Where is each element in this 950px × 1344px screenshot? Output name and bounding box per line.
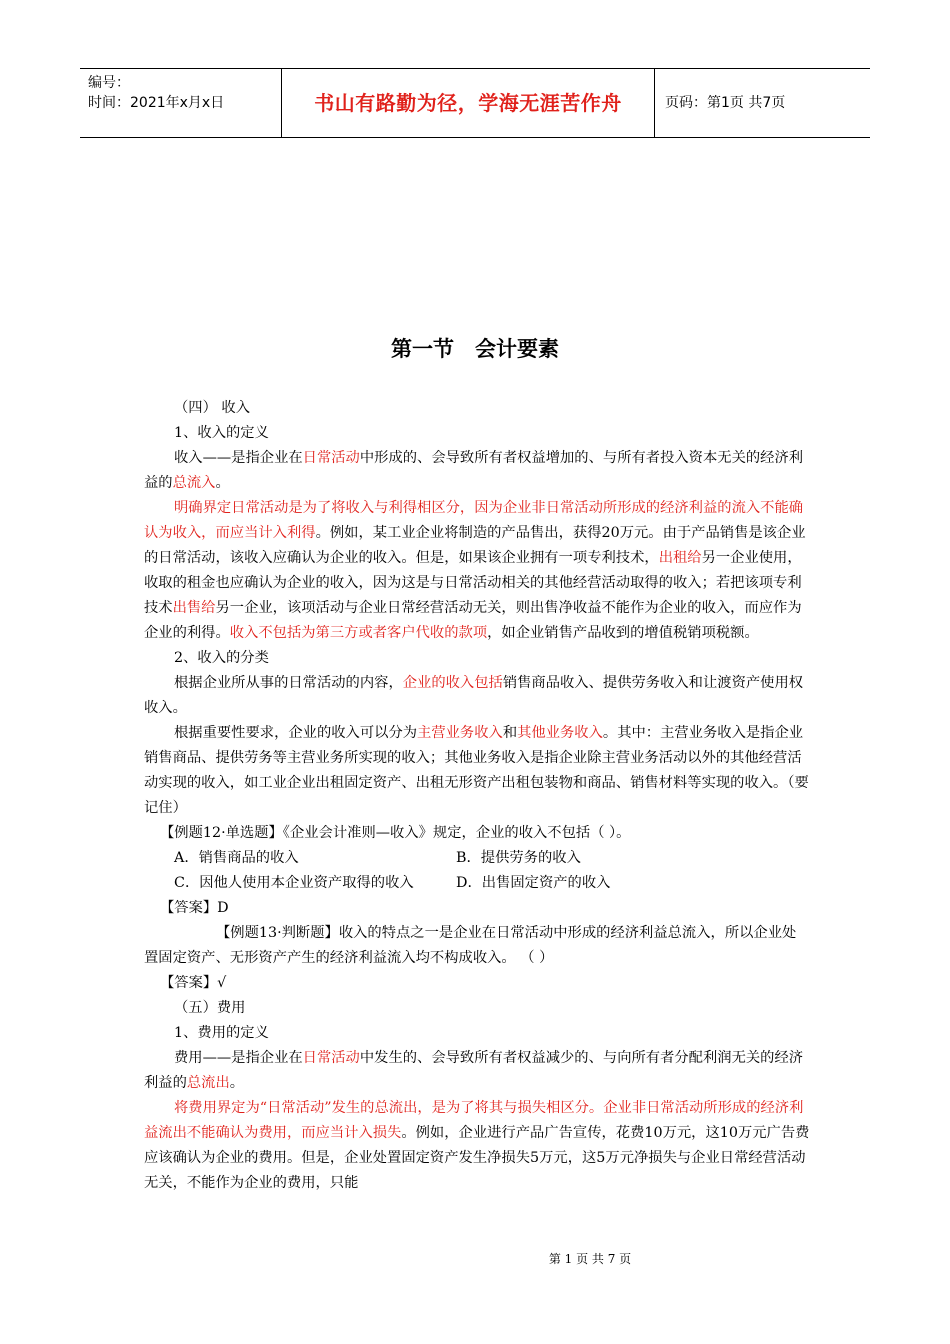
example-12-options-row-1 [144,846,810,871]
subheading-expense-definition: 1、费用的定义 [174,1025,269,1041]
example-12-options-row-2 [144,871,810,896]
number-label: 编号： [88,75,130,91]
page-footer: 第 1 页 共 7 页 [548,1252,632,1266]
paragraph-revenue-types: 根据企业所从事的日常活动的内容，企业的收入包括销售商品收入、提供劳务收入和让渡资产使用权收入。 [144,675,804,716]
example-13-question: 【例题13·判断题】收入的特点之一是企业在日常活动中形成的经济利益总流入，所以企业处置固定资产、无形资产产生的经济利益流入均不构成收入。 （ ） [144,925,797,966]
example-13-answer: 【答案】√ [160,975,227,991]
page-title: 第一节 会计要素 [391,337,559,361]
paragraph-revenue-definition: 收入——是指企业在日常活动中形成的、会导致所有者权益增加的、与所有者投入资本无关的经济利益的总流入。 [144,450,804,491]
header-motto: 书山有路勤为径，学海无涯苦作舟 [282,69,655,137]
document-body [144,396,810,1196]
example-12-answer: 【答案】D [160,900,229,916]
option-d: D．出售固定资产的收入 [456,875,611,891]
subheading-revenue-definition: 1、收入的定义 [174,425,269,441]
paragraph-revenue-explanation: 明确界定日常活动是为了将收入与利得相区分，因为企业非日常活动所形成的经济利益的流入不能确认为收入，而应当计入利得。例如，某工业企业将制造的产品售出，获得20万元。由于产品销售是该企业的日常活动，该收入应确认为企业的收入。但是，如果该企业拥有一项专利技术，出租给另一企业使用，收取的租金也应确认为企业的收入，因为这是与日常活动相关的其他经营活动取得的收入；若把该项专利技术出售给另一企业，该项活动与企业日常经营活动无关，则出售净收益不能作为企业的收入，而应作为企业的利得。收入不包括为第三方或者客户代收的款项，如企业销售产品收到的增值税销项税额。 [144,500,806,641]
paragraph-expense-definition: 费用——是指企业在日常活动中发生的、会导致所有者权益减少的、与向所有者分配利润无关的经济利益的总流出。 [144,1050,804,1091]
example-12-question: 【例题12·单选题】《企业会计准则—收入》规定，企业的收入不包括（ ）。 [160,825,631,841]
section-heading-revenue: （四） 收入 [174,400,251,416]
header-meta [80,69,282,137]
option-a: A．销售商品的收入 [174,850,299,866]
option-b: B．提供劳务的收入 [456,850,581,866]
paragraph-revenue-importance: 根据重要性要求，企业的收入可以分为主营业务收入和其他业务收入。其中：主营业务收入是指企业销售商品、提供劳务等主营业务所实现的收入；其他业务收入是指企业除主营业务活动以外的其他经营活动实现的收入，如工业企业出租固定资产、出租无形资产出租包装物和商品、销售材料等实现的收入。（要记住） [144,725,809,816]
header-page-info: 页码：第1页 共7页 [665,95,786,111]
subheading-revenue-classification: 2、收入的分类 [174,650,269,666]
option-c: C．因他人使用本企业资产取得的收入 [174,875,414,891]
section-heading-expense: （五）费用 [174,1000,246,1016]
page-header [80,68,870,138]
time-label: 时间：2021年x月x日 [88,95,225,111]
paragraph-expense-explanation: 将费用界定为“日常活动”发生的总流出，是为了将其与损失相区分。企业非日常活动所形成的经济利益流出不能确认为费用，而应当计入损失。例如，企业进行产品广告宣传，花费10万元，这10万元广告费应该确认为企业的费用。但是，企业处置固定资产发生净损失5万元，这5万元净损失与企业日常经营活动无关，不能作为企业的费用，只能 [144,1100,810,1191]
